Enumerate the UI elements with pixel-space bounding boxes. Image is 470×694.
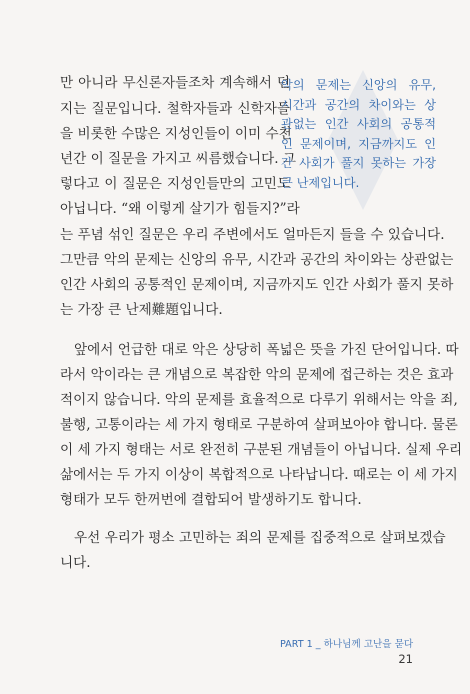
body-line: 인간 사회의 공통적인 문제이며, 지금까지도 인간 사회가 풀지 못하 <box>60 277 454 293</box>
body-line: 년간 이 질문을 가지고 씨름했습니다. 그 <box>60 151 297 167</box>
body-line: 을 비롯한 수많은 지성인들이 이미 수천 <box>60 126 292 142</box>
body-line: 렇다고 이 질문은 지성인들만의 고민도 <box>60 176 290 192</box>
body-line: 형태가 모두 한꺼번에 결합되어 발생하기도 합니다. <box>60 492 362 508</box>
pull-quote-line: 간 사회가 풀지 못하는 가장 <box>281 156 436 171</box>
body-line: 니다. <box>60 555 91 571</box>
pull-quote-line: 인 문제이며, 지금까지도 인 <box>281 136 436 151</box>
body-line: 라서 악이라는 큰 개념으로 복잡한 악의 문제에 접근하는 것은 효과 <box>60 367 454 383</box>
pull-quote-line: 큰 난제입니다. <box>281 175 360 190</box>
pull-quote-line: 악의 문제는 신앙의 유무, <box>281 78 436 92</box>
page-number: 21 <box>398 652 413 666</box>
body-line: 적이지 않습니다. 악의 문제를 효율적으로 다루기 위해서는 악을 죄, <box>60 392 458 408</box>
body-line: 불행, 고통이라는 세 가지 형태로 구분하여 살펴보아야 합니다. 물론 <box>60 417 458 433</box>
running-head: PART 1 _ 하나님께 고난을 묻다 <box>280 639 414 650</box>
body-line: 만 아니라 무신론자들조차 계속해서 던 <box>60 75 290 91</box>
body-line: 는 가장 큰 난제難題입니다. <box>60 302 223 318</box>
body-line: 는 푸념 섞인 질문은 우리 주변에서도 얼마든지 들을 수 있습니다. <box>60 227 445 243</box>
body-line: 그만큼 악의 문제는 신앙의 유무, 시간과 공간의 차이와는 상관없는 <box>60 252 454 268</box>
paragraph-first-line: 우선 우리가 평소 고민하는 죄의 문제를 집중적으로 살펴보겠습 <box>74 530 446 546</box>
pull-quote-line: 시간과 공간의 차이와는 상 <box>281 97 436 112</box>
pull-quote <box>281 76 436 202</box>
pull-quote-line: 관없는 인간 사회의 공통적 <box>281 117 436 132</box>
body-line: 아닙니다. “왜 이렇게 살기가 힘들지?”라 <box>60 201 300 217</box>
body-line: 삶에서는 두 가지 이상이 복합적으로 나타납니다. 때로는 이 세 가지 <box>60 467 458 483</box>
paragraph-first-line: 앞에서 언급한 대로 악은 상당히 폭넓은 뜻을 가진 단어입니다. 따 <box>74 342 459 358</box>
body-line: 지는 질문입니다. 철학자들과 신학자들 <box>60 101 290 117</box>
body-line: 이 세 가지 형태는 서로 완전히 구분된 개념들이 아닙니다. 실제 우리 <box>60 442 463 458</box>
